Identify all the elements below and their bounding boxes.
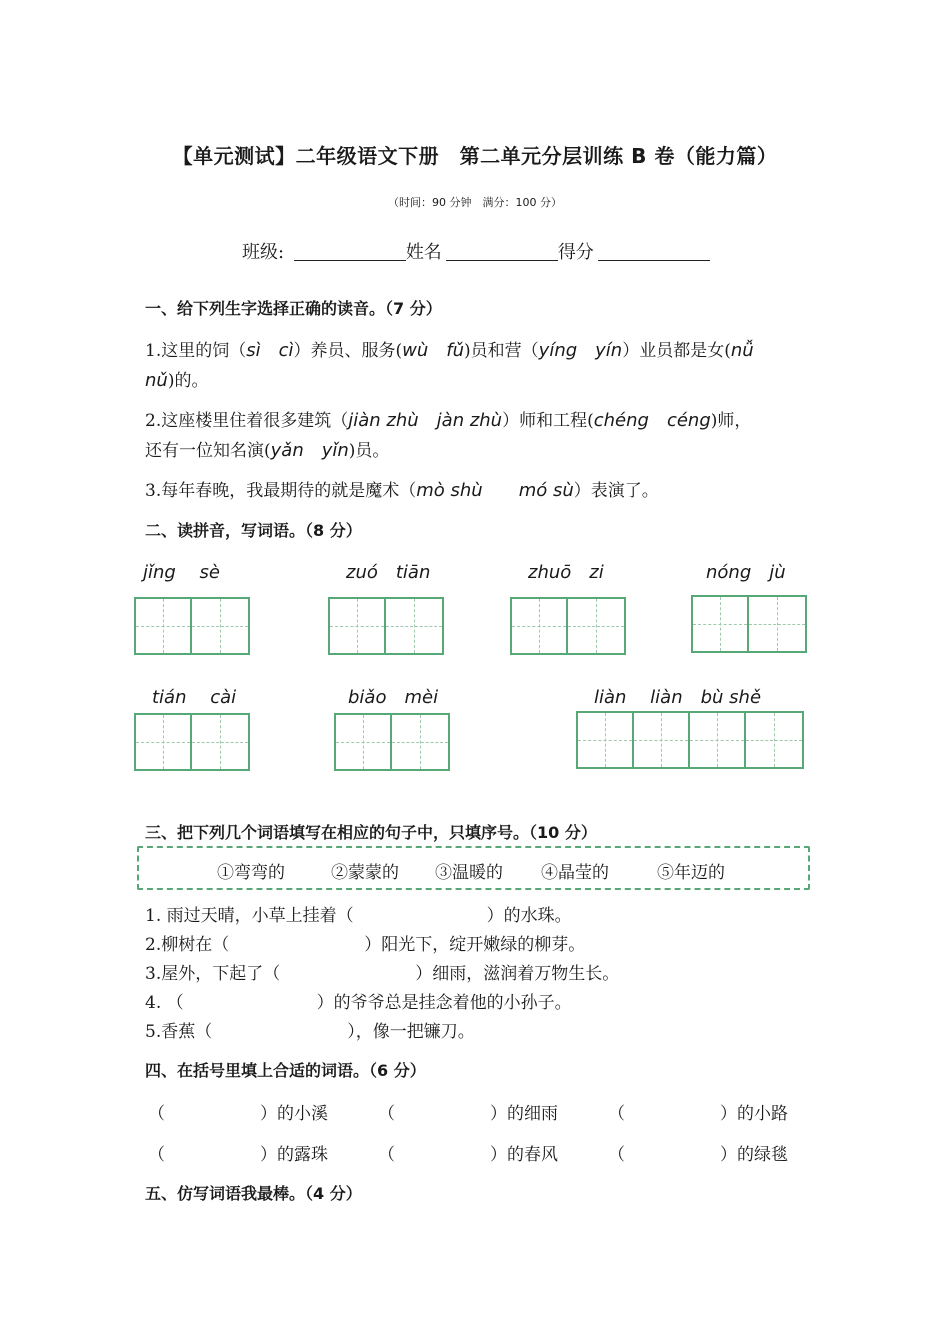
q3-pinyin: mò shù mó sù <box>416 480 574 501</box>
q2-text-e: )员。 <box>348 441 390 461</box>
writing-grid[interactable] <box>328 597 444 655</box>
word-option: ⑤年迈的 <box>657 863 725 883</box>
student-info-row <box>242 238 710 264</box>
grid-cell[interactable] <box>136 599 192 653</box>
page-title: 【单元测试】二年级语文下册 第二单元分层训练 B 卷（能力篇） <box>172 144 778 168</box>
grid-cell[interactable] <box>690 713 746 767</box>
pinyin-label: biǎo mèi <box>348 687 439 708</box>
grid-cell[interactable] <box>749 597 805 651</box>
sentence-start: 3.屋外，下起了（ <box>145 964 281 984</box>
sentence-end: ）细雨，滋润着万物生长。 <box>415 964 620 984</box>
section1-question3 <box>145 476 659 502</box>
open-paren: （ <box>378 1145 395 1165</box>
section5-heading: 五、仿写词语我最棒。（4 分） <box>145 1184 362 1203</box>
grid-cell[interactable] <box>568 599 624 653</box>
pinyin-label: liàn liàn bù shě <box>594 687 762 708</box>
word-options-box <box>137 846 810 890</box>
q1-pinyin-3: yíng yín <box>538 340 623 361</box>
q1-text-c: )员和营（ <box>464 341 539 361</box>
section4-heading: 四、在括号里填上合适的词语。（6 分） <box>145 1061 426 1080</box>
open-paren: （ <box>148 1145 165 1165</box>
q1-text-b: ）养员、服务( <box>293 341 403 361</box>
section1-question1-line2 <box>145 366 208 391</box>
sentence-start: 5.香蕉（ <box>145 1022 213 1042</box>
grid-cell[interactable] <box>192 599 248 653</box>
q1-pinyin-2: wù fǔ <box>402 340 465 361</box>
q1-pinyin-1: sì cì <box>246 340 294 361</box>
pinyin-label: zhuō zi <box>528 562 604 583</box>
section1-heading: 一、给下列生字选择正确的读音。（7 分） <box>145 299 442 318</box>
phrase-fill-item <box>608 1140 788 1165</box>
q2-pinyin-2: chéng céng <box>593 410 711 431</box>
word-option: ①弯弯的 <box>217 863 285 883</box>
q1-text-end: )的。 <box>167 371 209 391</box>
phrase-end: ）的绿毯 <box>720 1145 788 1165</box>
grid-cell[interactable] <box>386 599 442 653</box>
pinyin-label: jǐng sè <box>143 562 221 583</box>
section1-question1 <box>145 336 754 362</box>
q1-text-d: ）业员都是女( <box>622 341 731 361</box>
score-label: 得分 <box>557 242 594 263</box>
fill-sentence <box>145 930 585 955</box>
q1-pinyin-4: nǚ <box>730 340 754 361</box>
score-blank[interactable] <box>598 260 710 261</box>
q2-text-d: 还有一位知名演( <box>145 441 271 461</box>
class-blank[interactable] <box>294 260 406 261</box>
grid-cell[interactable] <box>512 599 568 653</box>
phrase-end: ）的细雨 <box>490 1104 558 1124</box>
sentence-end: ）阳光下，绽开嫩绿的柳芽。 <box>364 935 586 955</box>
phrase-fill-item <box>608 1099 788 1124</box>
phrase-end: ）的露珠 <box>260 1145 328 1165</box>
fill-sentence <box>145 959 619 984</box>
sentence-start: 4. （ <box>145 993 184 1013</box>
section2-heading: 二、读拼音，写词语。（8 分） <box>145 521 362 540</box>
phrase-fill-item <box>148 1140 328 1165</box>
phrase-fill-item <box>148 1099 328 1124</box>
q2-text-b: ）师和工程( <box>502 411 594 431</box>
grid-cell[interactable] <box>136 715 192 769</box>
class-label: 班级: <box>242 242 285 263</box>
grid-cell[interactable] <box>392 715 448 769</box>
writing-grid[interactable] <box>691 595 807 653</box>
fill-sentence <box>145 1017 475 1042</box>
open-paren: （ <box>608 1104 625 1124</box>
sentence-end: ）的爷爷总是挂念着他的小孙子。 <box>316 993 572 1013</box>
grid-cell[interactable] <box>578 713 634 767</box>
sentence-start: 1. 雨过天晴，小草上挂着（ <box>145 906 354 926</box>
grid-cell[interactable] <box>634 713 690 767</box>
q1-pinyin-5: nǔ <box>145 370 168 391</box>
pinyin-label: zuó tiān <box>346 562 431 583</box>
phrase-end: ）的春风 <box>490 1145 558 1165</box>
writing-grid[interactable] <box>334 713 450 771</box>
word-option: ②蒙蒙的 <box>331 863 399 883</box>
sentence-end: ）的水珠。 <box>486 906 572 926</box>
q1-text-a: 1.这里的饲（ <box>145 341 247 361</box>
q2-text-a: 2.这座楼里住着很多建筑（ <box>145 411 349 431</box>
open-paren: （ <box>378 1104 395 1124</box>
word-option: ④晶莹的 <box>541 863 609 883</box>
phrase-end: ）的小路 <box>720 1104 788 1124</box>
writing-grid[interactable] <box>134 597 250 655</box>
open-paren: （ <box>148 1104 165 1124</box>
sentence-end: ），像一把镰刀。 <box>347 1022 475 1042</box>
exam-time-score: （时间：90 分钟 满分：100 分） <box>388 196 562 209</box>
grid-cell[interactable] <box>192 715 248 769</box>
section1-question2 <box>145 406 751 432</box>
fill-sentence <box>145 988 572 1013</box>
section3-heading: 三、把下列几个词语填写在相应的句子中，只填序号。（10 分） <box>145 823 597 842</box>
q3-text-b: ）表演了。 <box>573 481 659 501</box>
q2-text-c: )师， <box>710 411 752 431</box>
pinyin-label: nóng jù <box>706 562 786 583</box>
grid-cell[interactable] <box>336 715 392 769</box>
section1-question2-line2 <box>145 436 389 462</box>
writing-grid[interactable] <box>576 711 804 769</box>
name-label: 姓名 <box>405 242 442 263</box>
grid-cell[interactable] <box>746 713 802 767</box>
name-blank[interactable] <box>446 260 558 261</box>
grid-cell[interactable] <box>693 597 749 651</box>
q2-pinyin-1: jiàn zhù jàn zhù <box>348 410 503 431</box>
writing-grid[interactable] <box>134 713 250 771</box>
fill-sentence <box>145 901 572 926</box>
q3-text-a: 3.每年春晚，我最期待的就是魔术（ <box>145 481 417 501</box>
word-option: ③温暖的 <box>435 863 503 883</box>
sentence-start: 2.柳树在（ <box>145 935 230 955</box>
phrase-fill-item <box>378 1099 558 1124</box>
grid-cell[interactable] <box>330 599 386 653</box>
q2-pinyin-3: yǎn yǐn <box>270 440 349 461</box>
open-paren: （ <box>608 1145 625 1165</box>
phrase-fill-item <box>378 1140 558 1165</box>
writing-grid[interactable] <box>510 597 626 655</box>
pinyin-label: tián cài <box>152 687 237 708</box>
phrase-end: ）的小溪 <box>260 1104 328 1124</box>
